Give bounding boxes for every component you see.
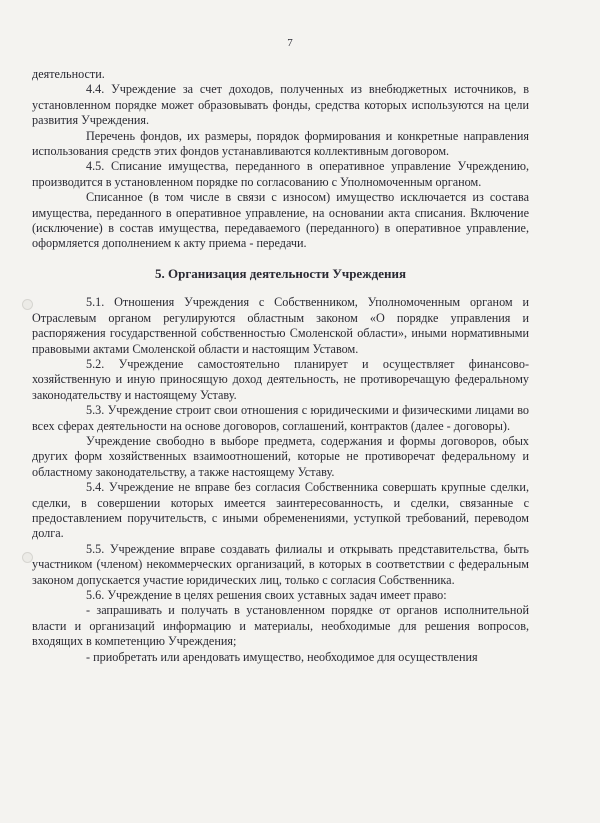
section-4-continuation xyxy=(32,67,529,252)
paragraph: 5.2. Учреждение самостоятельно планирует и осуществляет финансово-хозяйственную и иную приносящую доход деятельность, не противоречащую федеральному законодательству и настоящему Уставу. xyxy=(32,356,529,402)
paragraph: 5.6. Учреждение в целях решения своих уставных задач имеет право: xyxy=(86,588,447,602)
paragraph: 4.4. Учреждение за счет доходов, полученных из внебюджетных источников, в установленном порядке может образовывать фонды, средства которых используются на цели развития Учреждения. xyxy=(32,82,529,128)
paragraph: 5.5. Учреждение вправе создавать филиалы и открывать представительства, быть участником (членом) некоммерческих организаций, в которых в соответствии с федеральным законом допускается участие юридических лиц, только с согласия Собственника. xyxy=(32,541,529,587)
paragraph: - приобретать или арендовать имущество, необходимое для осуществления xyxy=(86,649,478,664)
paragraph: - запрашивать и получать в установленном порядке от органов исполнительной власти и организаций информацию и материалы, необходимые для решения вопросов, входящих в компетенцию Учреждения; xyxy=(32,603,529,649)
paragraph: 5.3. Учреждение строит свои отношения с юридическими и физическими лицами во всех сферах деятельности на основе договоров, соглашений, контрактов (далее - договоры). xyxy=(32,403,529,433)
paragraph: 5.4. Учреждение не вправе без согласия Собственника совершать крупные сделки, сделки, в совершении которых имеется заинтересованность, и сделки, связанные с предоставлением поручительств, с иными обременениями, уступкой требований, переводом долга. xyxy=(32,480,529,541)
section-heading: 5. Организация деятельности Учреждения xyxy=(155,265,406,281)
paragraph: 4.5. Списание имущества, переданного в оперативное управление Учреждению, производится в установленном порядке по согласованию с Уполномоченным органом. xyxy=(32,159,529,189)
section-5-body xyxy=(32,295,529,665)
paragraph: Списанное (в том числе в связи с износом) имущество исключается из состава имущества, переданного в оперативное управление, на основании акта списания. Включение (исключение) в состав имущества, передаваемого (переданного) в оперативное управление, оформляется дополнением к акту приема - передачи. xyxy=(32,190,529,251)
page-number: 7 xyxy=(287,37,293,49)
paragraph: Перечень фондов, их размеры, порядок формирования и конкретные направления использования средств этих фондов устанавливаются коллективным договором. xyxy=(32,128,529,159)
paragraph: Учреждение свободно в выборе предмета, содержания и формы договоров, обых других форм хозяйственных взаимоотношений, которые не противоречат федеральному и областному законодательству, а также настоящему Уставу. xyxy=(32,433,529,479)
document-body xyxy=(32,67,529,665)
paragraph: деятельности. xyxy=(32,67,105,81)
paragraph: 5.1. Отношения Учреждения с Собственником, Уполномоченным органом и Отраслевым органом регулируются областным законом «О порядке управления и распоряжения государственной собственностью Смоленской области», иными нормативными правовыми актами Смоленской области и настоящим Уставом. xyxy=(32,295,529,356)
